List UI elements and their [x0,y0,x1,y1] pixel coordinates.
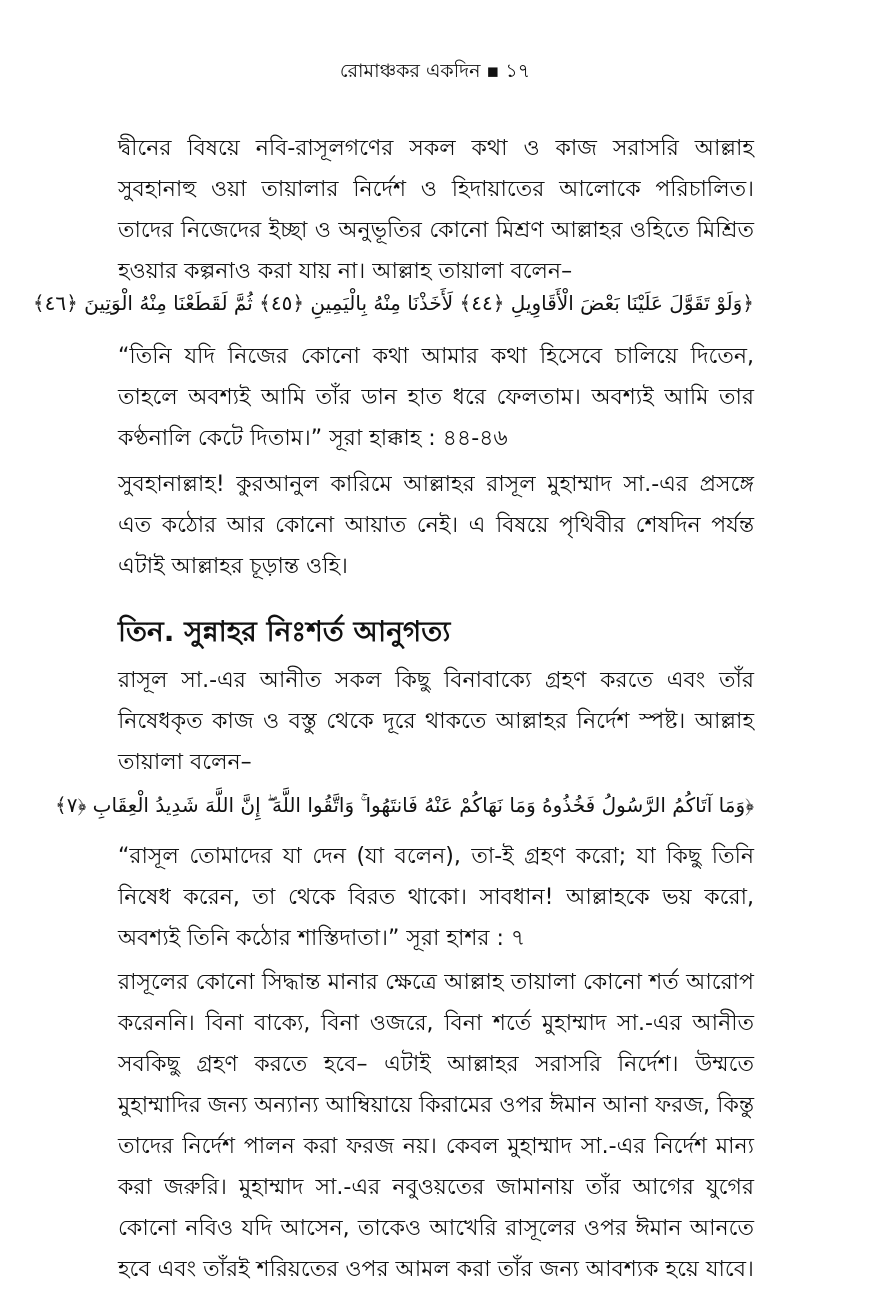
translation-hashr [118,836,754,959]
paragraph-obedience [118,660,754,783]
arabic-verse-text: ﴿وَمَا آتَاكُمُ الرَّسُولُ فَخُذُوهُ وَمَا نَهَاكُمْ عَنْهُ فَانتَهُوا ۚ وَاتَّقُوا اللَّهَ ۖ إِنَّ اللَّهَ شَدِيدُ الْعِقَابِ ﴿٧﴾ [54,793,754,817]
paragraph-conclusion [118,962,754,1290]
paragraph-text: সুবহানাল্লাহ! কুরআনুল কারিমে আল্লাহর রাসূল মুহাম্মাদ সা.-এর প্রসঙ্গে এত কঠোর আর কোনো আয়াত নেই। এ বিষয়ে পৃথিবীর শেষদিন পর্যন্ত এটাই আল্লাহর চূড়ান্ত ওহি। [118,472,754,579]
paragraph-text: দ্বীনের বিষয়ে নবি-রাসূলগণের সকল কথা ও কাজ সরাসরি আল্লাহ সুবহানাহু ওয়া তায়ালার নির্দেশ ও হিদায়াতের আলোকে পরিচালিত। তাদের নিজেদের ইচ্ছা ও অনুভূতির কোনো মিশ্রণ আল্লাহর ওহিতে মিশ্রিত হওয়ার কল্পনাও করা যায় না। আল্লাহ তায়ালা বলেন– [118,136,754,284]
translation-text: “তিনি যদি নিজের কোনো কথা আমার কথা হিসেবে চালিয়ে দিতেন, তাহলে অবশ্যই আমি তাঁর ডান হাত ধরে ফেলতাম। অবশ্যই আমি তার কণ্ঠনালি কেটে দিতাম।” [118,344,754,451]
translation-text: “রাসূল তোমাদের যা দেন (যা বলেন), তা-ই গ্রহণ করো; যা কিছু তিনি নিষেধ করেন, তা থেকে বিরত থাকো। সাবধান! আল্লাহকে ভয় করো, অবশ্যই তিনি কঠোর শাস্তিদাতা।” [118,844,754,951]
quran-verse-haqqah [32,286,754,320]
surah-reference: সূরা হাশর : ৭ [406,926,526,951]
translation-block [118,336,754,459]
running-header: রোমাঞ্চকর একদিন ▪ ১৭ [339,60,531,82]
section-heading [118,612,754,652]
paragraph-intro [118,128,754,292]
surah-reference: সূরা হাক্কাহ : ৪৪-৪৬ [329,426,508,451]
paragraph-text: রাসূলের কোনো সিদ্ধান্ত মানার ক্ষেত্রে আল্লাহ তায়ালা কোনো শর্ত আরোপ করেননি। বিনা বাক্যে, বিনা ওজরে, বিনা শর্তে মুহাম্মাদ সা.-এর আনীত সবকিছু গ্রহণ করতে হবে– এটাই আল্লাহর সরাসরি নির্দেশ। উম্মতে মুহাম্মাদির জন্য অন্যান্য আম্বিয়ায়ে কিরামের ওপর ঈমান আনা ফরজ, কিন্তু তাদের নির্দেশ পালন করা ফরজ নয়। কেবল মুহাম্মাদ সা.-এর নির্দেশ মান্য করা জরুরি। মুহাম্মাদ সা.-এর নবুওয়তের জামানায় তাঁর আগের যুগের কোনো নবিও যদি আসেন, তাকেও আখেরি রাসূলের ওপর ঈমান আনতে হবে এবং তাঁরই শরিয়তের ওপর আমল করা তাঁর জন্য আবশ্যক হয়ে যাবে। [118,970,754,1282]
paragraph-subhanallah [118,464,754,587]
translation-haqqah [118,336,754,459]
arabic-verse-text: ﴿وَلَوْ تَقَوَّلَ عَلَيْنَا بَعْضَ الْأَقَاوِيلِ ﴿٤٤﴾ لَأَخَذْنَا مِنْهُ بِالْيَمِينِ ﴿٤٥﴾ ثُمَّ لَقَطَعْنَا مِنْهُ الْوَتِينَ ﴿٤٦﴾ [32,291,754,315]
section-title: তিন. সুন্নাহর নিঃশর্ত আনুগত্য [118,615,451,648]
quran-verse-hashr [54,788,754,822]
paragraph-text: রাসূল সা.-এর আনীত সকল কিছু বিনাবাক্যে গ্রহণ করতে এবং তাঁর নিষেধকৃত কাজ ও বস্তু থেকে দূরে থাকতে আল্লাহর নির্দেশ স্পষ্ট। আল্লাহ তায়ালা বলেন– [118,668,754,775]
translation-block [118,836,754,959]
